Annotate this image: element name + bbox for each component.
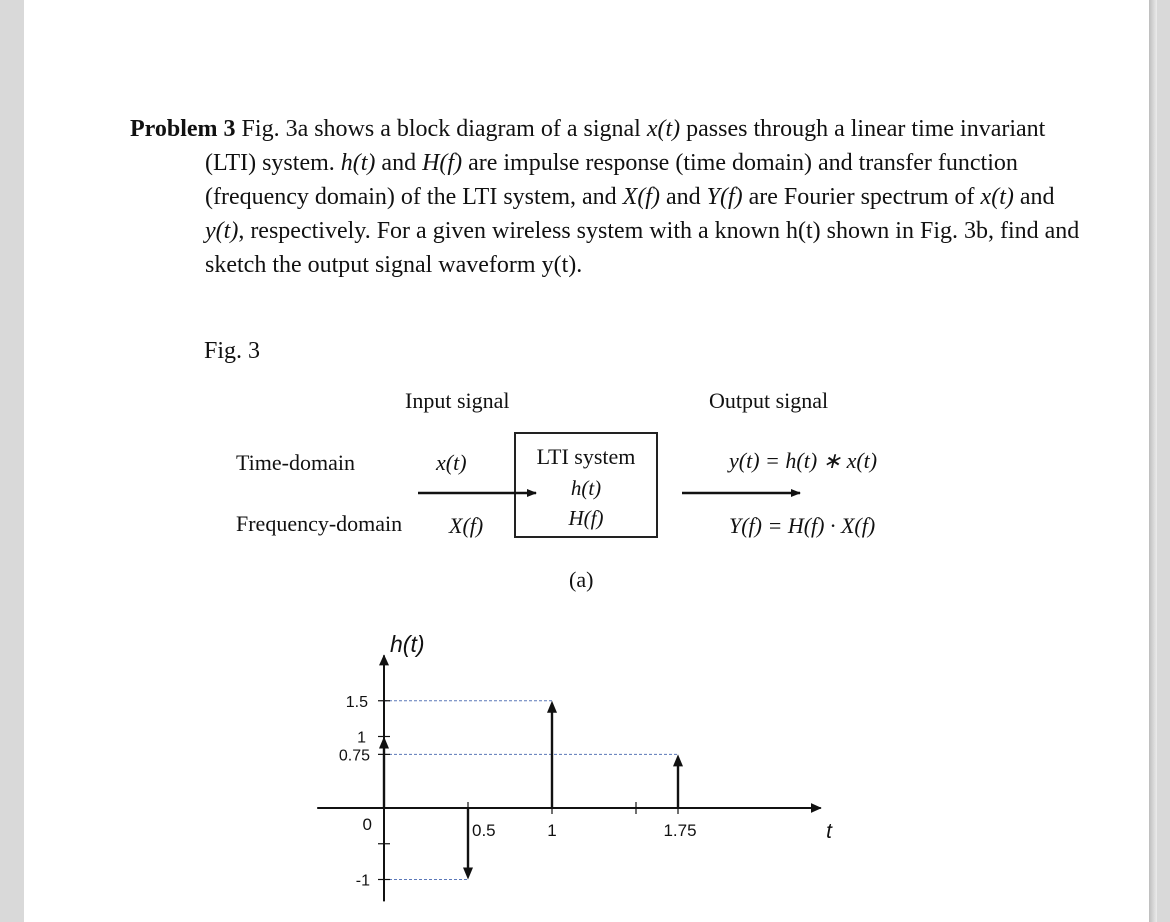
problem-var: X(f) — [622, 184, 660, 210]
problem-text: , respectively. For a given wireless system with a known h(t) shown in Fig. 3b, find and sketch the output signal waveform y(t). — [205, 218, 1080, 278]
problem-text: and — [659, 184, 707, 210]
plot-title: h(t) — [390, 631, 425, 657]
problem-var: x(t) — [980, 184, 1014, 210]
lti-system-title: LTI system — [536, 444, 636, 469]
y-tick-label: 1.5 — [345, 693, 368, 711]
lti-system-transfer: H(f) — [568, 506, 604, 530]
impulse-arrowhead — [673, 754, 683, 766]
x-axis-label: t — [826, 820, 832, 843]
problem-text: are impulse response (time domain) and transfer function (frequency domain) of the LTI system, and — [205, 150, 1018, 210]
figure-label: Fig. 3 — [204, 338, 261, 364]
output-time-expr: y(t) = h(t) ∗ x(t) — [729, 448, 878, 473]
frequency-domain-label: Frequency-domain — [236, 511, 403, 536]
diagram-caption: (a) — [569, 567, 594, 592]
problem-var: y(t) — [205, 218, 239, 244]
problem-var: Y(f) — [706, 184, 743, 210]
input-signal-header: Input signal — [405, 388, 510, 413]
impulse-arrowhead — [379, 737, 389, 749]
lti-system-impulse: h(t) — [570, 476, 602, 500]
time-domain-label: Time-domain — [236, 450, 355, 475]
input-time-expr: x(t) — [436, 450, 467, 475]
output-signal-header: Output signal — [709, 388, 829, 413]
input-freq-expr: X(f) — [449, 513, 484, 538]
y-tick-label: -1 — [355, 872, 370, 890]
impulse-arrowhead — [547, 701, 557, 713]
y-tick-label: 1 — [357, 729, 366, 747]
problem-text: Fig. 3a shows a block diagram of a signal — [235, 116, 647, 142]
problem-text: passes through a linear time invariant (LTI) system. — [205, 116, 1046, 176]
x-tick-label: 1 — [547, 821, 557, 840]
impulse-arrowhead — [463, 868, 473, 880]
problem-var: h(t) — [340, 150, 376, 176]
origin-label: 0 — [362, 815, 372, 834]
x-tick-label: 1.75 — [663, 821, 697, 840]
problem-text: and — [375, 150, 423, 176]
problem-var: H(f) — [422, 150, 463, 176]
problem-text: and — [1013, 184, 1055, 210]
problem-var: x(t) — [646, 116, 681, 142]
y-tick-label: 0.75 — [338, 747, 370, 765]
problem-label: Problem 3 — [130, 116, 236, 142]
output-freq-expr: Y(f) = H(f) · X(f) — [729, 513, 876, 538]
problem-text: are Fourier spectrum of — [742, 184, 981, 210]
x-tick-label: 0.5 — [472, 821, 496, 840]
